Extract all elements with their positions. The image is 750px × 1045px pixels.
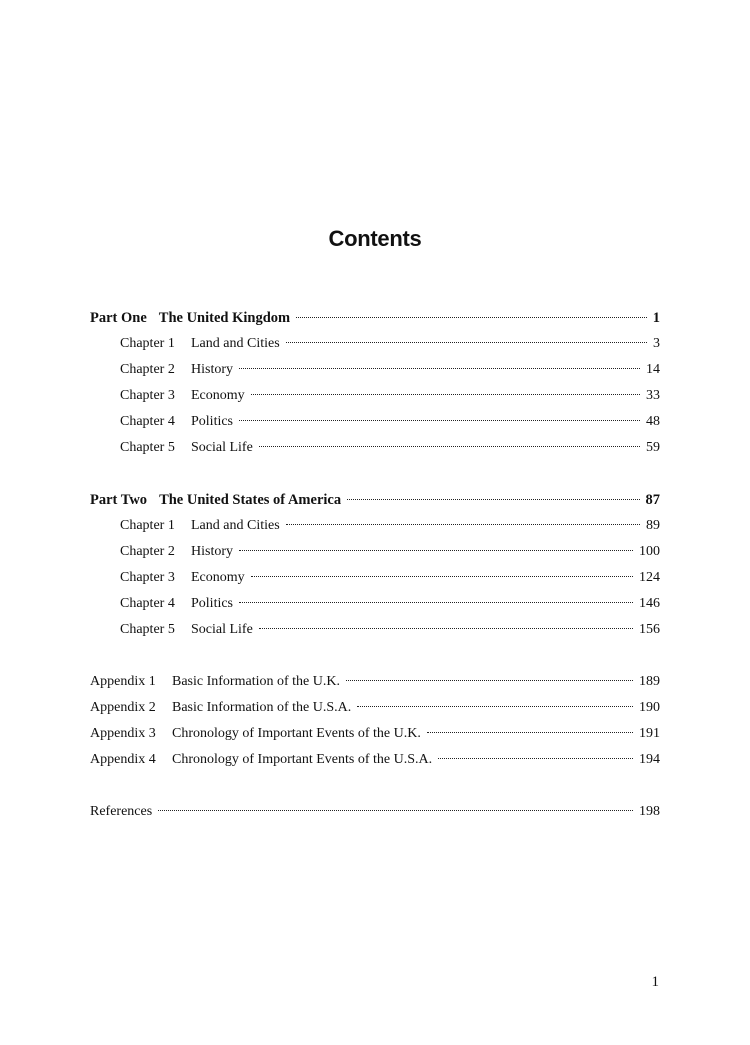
appendix-title: Chronology of Important Events of the U.K. xyxy=(172,726,421,741)
toc-chapter[interactable] xyxy=(90,622,660,648)
dot-leader xyxy=(239,368,640,369)
toc-appendix[interactable] xyxy=(90,726,660,752)
page-ref: 1 xyxy=(652,310,660,326)
chapter-title: Economy xyxy=(191,388,245,403)
dot-leader xyxy=(286,342,647,343)
dot-leader xyxy=(239,550,633,551)
toc-chapter[interactable] xyxy=(90,596,660,622)
dot-leader xyxy=(296,317,647,318)
toc-chapter[interactable] xyxy=(90,336,660,362)
chapter-number: Chapter 5 xyxy=(120,440,175,455)
dot-leader xyxy=(251,576,633,577)
toc-part-two[interactable] xyxy=(90,492,660,518)
chapter-number: Chapter 3 xyxy=(120,570,175,585)
toc-appendix[interactable] xyxy=(90,752,660,778)
toc-appendix[interactable] xyxy=(90,700,660,726)
page-title: Contents xyxy=(328,226,422,251)
page-ref: 48 xyxy=(646,414,660,429)
toc-part-one[interactable] xyxy=(90,310,660,336)
chapter-number: Chapter 1 xyxy=(120,518,175,533)
chapter-number: Chapter 2 xyxy=(120,544,175,559)
chapter-title: Land and Cities xyxy=(191,518,280,533)
section-gap xyxy=(90,466,660,492)
dot-leader xyxy=(239,602,633,603)
part-number: Part Two xyxy=(90,492,148,508)
page-ref: 124 xyxy=(639,570,660,585)
chapter-title: Social Life xyxy=(191,440,253,455)
dot-leader xyxy=(438,758,633,759)
section-gap xyxy=(90,778,660,804)
page-ref: 191 xyxy=(639,726,660,741)
chapter-title: Land and Cities xyxy=(191,336,280,351)
chapter-number: Chapter 1 xyxy=(120,336,175,351)
appendix-title: Basic Information of the U.K. xyxy=(172,674,340,689)
chapter-number: Chapter 3 xyxy=(120,388,175,403)
appendix-number: Appendix 4 xyxy=(90,752,156,767)
page-ref: 100 xyxy=(639,544,660,559)
chapter-number: Chapter 4 xyxy=(120,414,175,429)
table-of-contents xyxy=(90,310,660,830)
dot-leader xyxy=(158,810,633,811)
part-title: The United Kingdom xyxy=(158,310,291,326)
references-title: References xyxy=(90,804,153,819)
page-ref: 198 xyxy=(639,804,660,819)
appendix-number: Appendix 1 xyxy=(90,674,156,689)
dot-leader xyxy=(347,499,639,500)
chapter-title: History xyxy=(191,362,233,377)
appendix-title: Chronology of Important Events of the U.S.A. xyxy=(172,752,433,767)
page-ref: 3 xyxy=(653,336,660,351)
page-ref: 146 xyxy=(639,596,660,611)
toc-appendix[interactable] xyxy=(90,674,660,700)
page-number: 1 xyxy=(651,974,659,990)
dot-leader xyxy=(259,446,640,447)
appendix-number: Appendix 2 xyxy=(90,700,156,715)
toc-chapter[interactable] xyxy=(90,440,660,466)
toc-chapter[interactable] xyxy=(90,414,660,440)
part-number: Part One xyxy=(90,310,147,326)
dot-leader xyxy=(286,524,640,525)
toc-chapter[interactable] xyxy=(90,544,660,570)
chapter-title: Politics xyxy=(191,414,234,429)
page-ref: 194 xyxy=(639,752,660,767)
dot-leader xyxy=(259,628,633,629)
chapter-title: Economy xyxy=(191,570,245,585)
page-ref: 190 xyxy=(639,700,660,715)
dot-leader xyxy=(346,680,633,681)
dot-leader xyxy=(357,706,633,707)
dot-leader xyxy=(239,420,640,421)
page-ref: 14 xyxy=(646,362,660,377)
chapter-number: Chapter 2 xyxy=(120,362,175,377)
chapter-title: Social Life xyxy=(191,622,253,637)
appendix-title: Basic Information of the U.S.A. xyxy=(172,700,352,715)
toc-chapter[interactable] xyxy=(90,388,660,414)
part-title: The United States of America xyxy=(159,492,342,508)
dot-leader xyxy=(251,394,640,395)
section-gap xyxy=(90,648,660,674)
chapter-number: Chapter 5 xyxy=(120,622,175,637)
page-ref: 59 xyxy=(646,440,660,455)
toc-chapter[interactable] xyxy=(90,570,660,596)
chapter-number: Chapter 4 xyxy=(120,596,175,611)
toc-chapter[interactable] xyxy=(90,518,660,544)
page-ref: 89 xyxy=(646,518,660,533)
page-ref: 189 xyxy=(639,674,660,689)
dot-leader xyxy=(427,732,633,733)
toc-references[interactable] xyxy=(90,804,660,830)
page-ref: 33 xyxy=(646,388,660,403)
toc-chapter[interactable] xyxy=(90,362,660,388)
page-ref: 87 xyxy=(645,492,660,508)
chapter-title: Politics xyxy=(191,596,234,611)
appendix-number: Appendix 3 xyxy=(90,726,156,741)
page-ref: 156 xyxy=(639,622,660,637)
chapter-title: History xyxy=(191,544,233,559)
